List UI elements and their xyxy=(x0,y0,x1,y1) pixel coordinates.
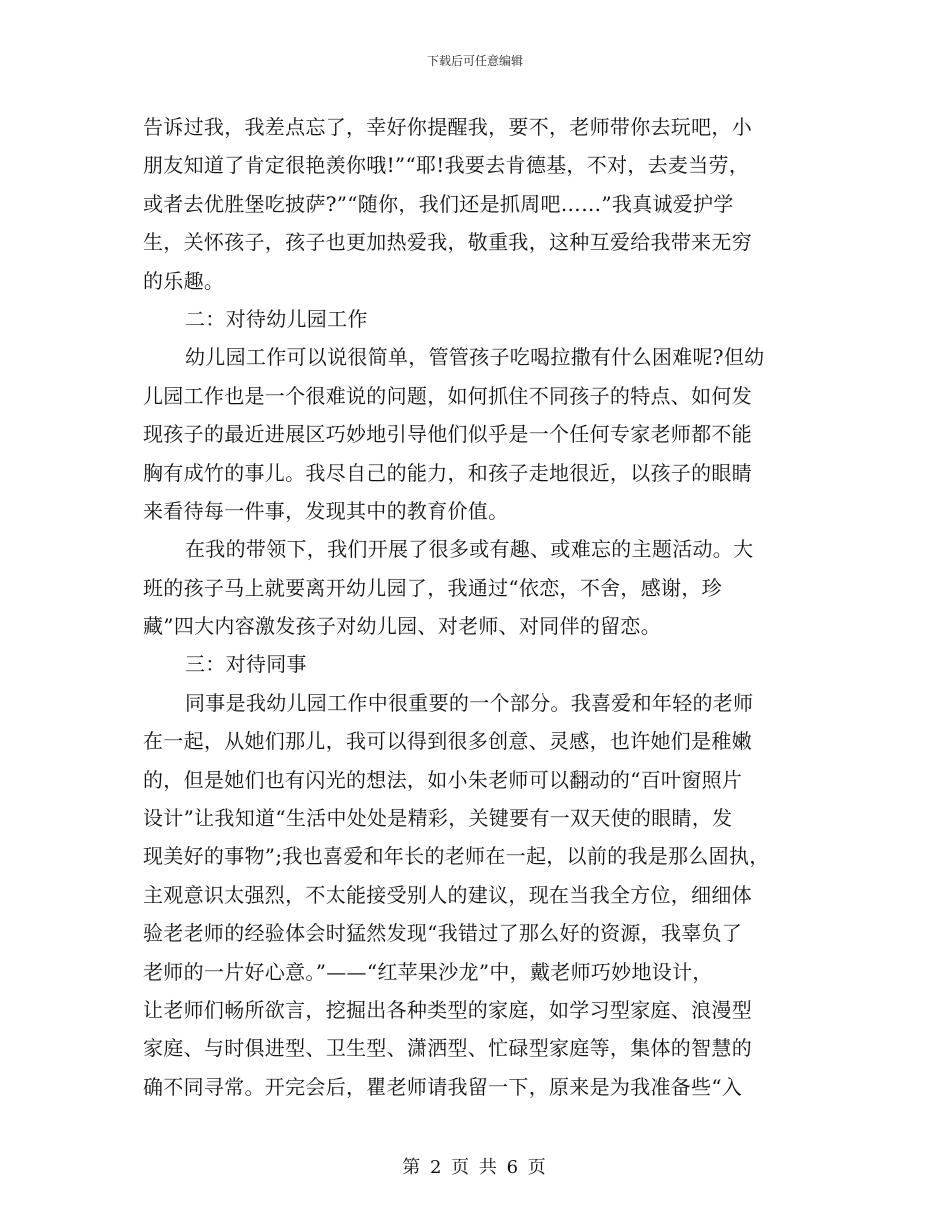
text-line: 朋友知道了肯定很艳羡你哦!”“耶!我要去肯德基，不对，去麦当劳， xyxy=(143,153,750,178)
text-line: 或者去优胜堡吃披萨?”“随你，我们还是抓周吧……”我真诚爱护学 xyxy=(143,191,734,216)
text-line: 二：对待幼儿园工作 xyxy=(185,306,368,331)
text-line: 同事是我幼儿园工作中很重要的一个部分。我喜爱和年轻的老师 xyxy=(185,690,754,715)
text-line: 来看待每一件事，发现其中的教育价值。 xyxy=(143,498,509,523)
text-line: 三：对待同事 xyxy=(185,652,307,677)
text-line: 的，但是她们也有闪光的想法，如小朱老师可以翻动的“百叶窗照片 xyxy=(143,767,743,792)
text-line: 现美好的事物”;我也喜爱和年长的老师在一起，以前的我是那么固执， xyxy=(143,844,770,869)
text-line: 老师的一片好心意。”——“红苹果沙龙”中，戴老师巧妙地设计， xyxy=(143,959,713,984)
document-body xyxy=(143,108,808,1106)
page-number-footer: 第 2 页 共 6 页 xyxy=(402,1157,548,1178)
page-header: 下载后可任意编辑 xyxy=(426,54,523,68)
text-line: 主观意识太强烈，不太能接受别人的建议，现在当我全方位，细细体 xyxy=(143,882,752,907)
text-line: 让老师们畅所欲言，挖掘出各种类型的家庭，如学习型家庭、浪漫型 xyxy=(143,997,752,1022)
text-line: 班的孩子马上就要离开幼儿园了，我通过“依恋，不舍，感谢，珍 xyxy=(143,575,722,600)
text-line: 现孩子的最近进展区巧妙地引导他们似乎是一个任何专家老师都不能 xyxy=(143,422,752,447)
text-line: 生，关怀孩子，孩子也更加热爱我，敬重我，这种互爱给我带来无穷 xyxy=(143,230,752,255)
text-line: 胸有成竹的事儿。我尽自己的能力，和孩子走地很近，以孩子的眼睛 xyxy=(143,460,752,485)
text-line: 验老老师的经验体会时猛然发现“我错过了那么好的资源，我辜负了 xyxy=(143,921,743,946)
text-line: 在我的带领下，我们开展了很多或有趣、或难忘的主题活动。大 xyxy=(185,537,754,562)
text-line: 的乐趣。 xyxy=(143,268,225,293)
text-line: 儿园工作也是一个很难说的问题，如何抓住不同孩子的特点、如何发 xyxy=(143,383,752,408)
text-line: 告诉过我，我差点忘了，幸好你提醒我，要不，老师带你去玩吧，小 xyxy=(143,115,752,139)
text-line: 确不同寻常。开完会后，瞿老师请我留一下，原来是为我准备些“入 xyxy=(143,1074,743,1099)
text-line: 设计”让我知道“生活中处处是精彩，关键要有一双天使的眼睛，发 xyxy=(143,806,733,831)
text-line: 在一起，从她们那儿，我可以得到很多创意、灵感，也许她们是稚嫩 xyxy=(143,729,752,754)
text-line: 藏”四大内容激发孩子对幼儿园、对老师、对同伴的留恋。 xyxy=(143,614,662,639)
text-line: 家庭、与时俱进型、卫生型、潇洒型、忙碌型家庭等，集体的智慧的 xyxy=(143,1036,752,1061)
text-line: 幼儿园工作可以说很简单，管管孩子吃喝拉撒有什么困难呢?但幼 xyxy=(185,345,765,370)
